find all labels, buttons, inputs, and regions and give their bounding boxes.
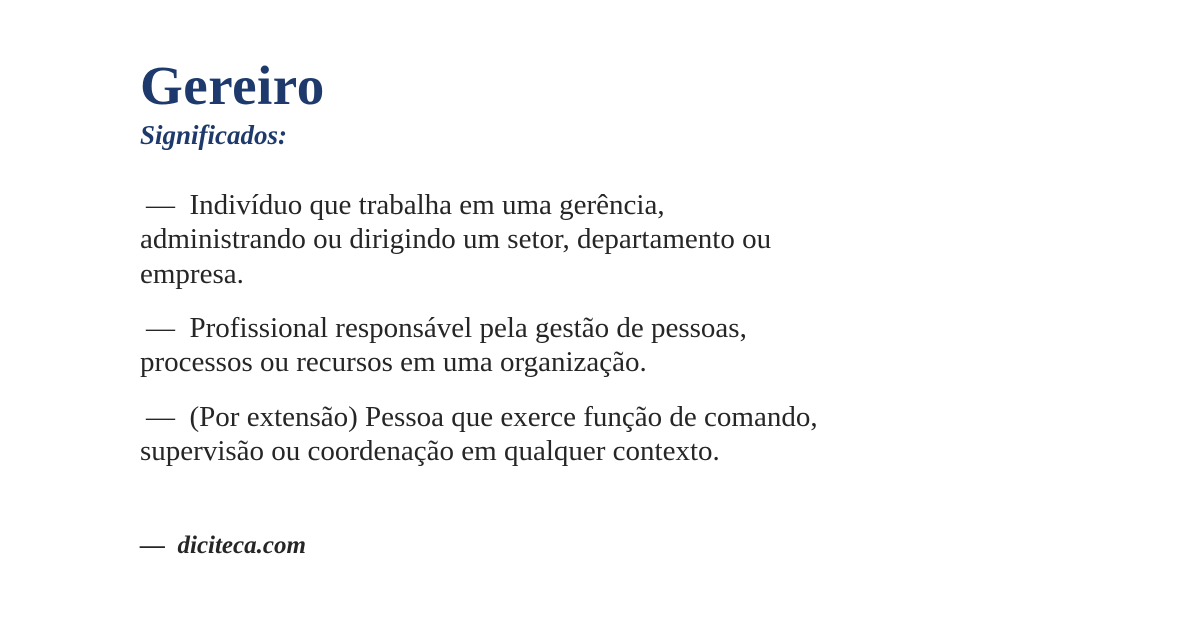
definition-item: [140, 311, 1075, 380]
definition-line: — Profissional responsável pela gestão de pessoas,: [146, 311, 747, 344]
definition-line: processos ou recursos em uma organização.: [140, 346, 647, 379]
definition-line: — (Por extensão) Pessoa que exerce função de comando,: [146, 400, 818, 433]
definition-item: [140, 188, 1075, 291]
definition-line: administrando ou dirigindo um setor, departamento ou: [140, 223, 772, 256]
definition-line: empresa.: [140, 257, 244, 290]
definition-line: supervisão ou coordenação em qualquer contexto.: [140, 434, 720, 467]
definition-line: — Indivíduo que trabalha em uma gerência,: [146, 188, 665, 221]
card-content: [140, 56, 1075, 488]
site-attribution: — diciteca.com: [140, 532, 306, 559]
meanings-label: Significados:: [140, 120, 288, 151]
definition-item: [140, 400, 1075, 469]
definition-list: [140, 188, 1075, 469]
word-title: Gereiro: [140, 55, 325, 116]
